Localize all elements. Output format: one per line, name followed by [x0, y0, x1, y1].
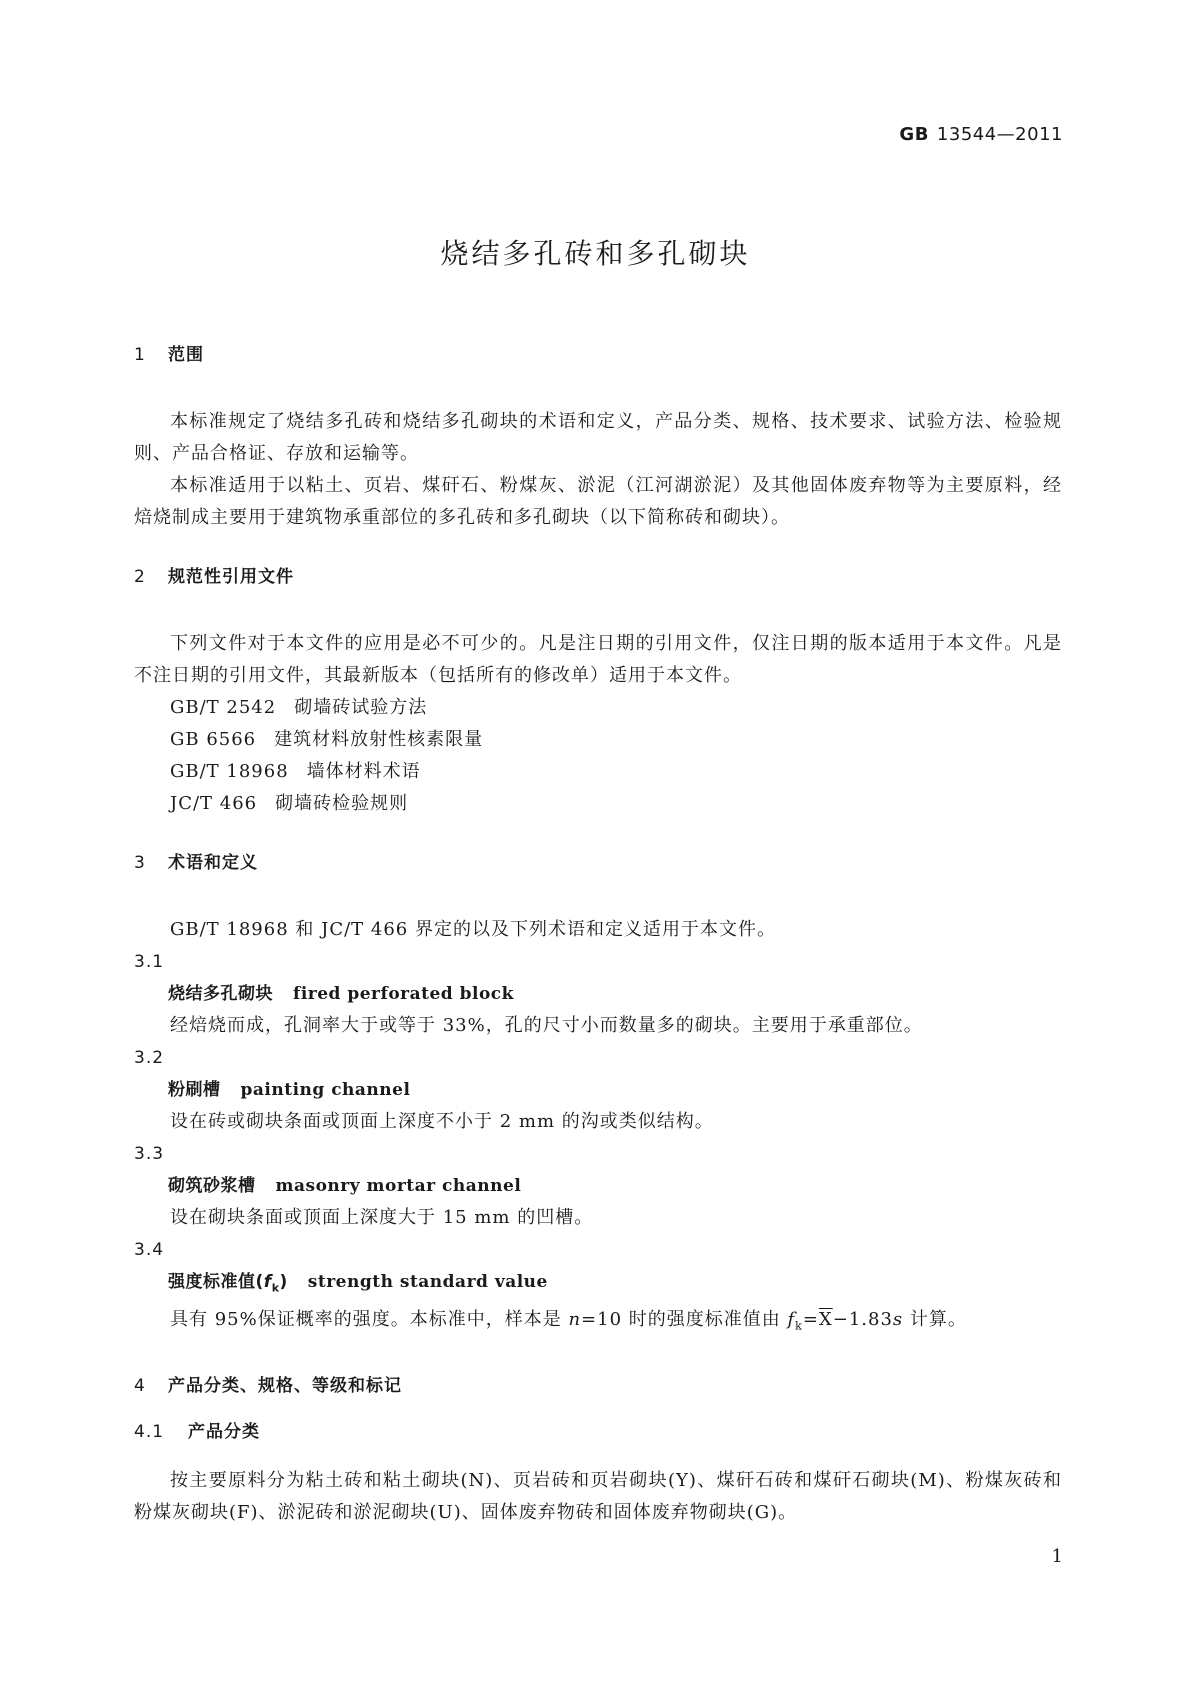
term-definition: 经焙烧而成，孔洞率大于或等于 33%，孔的尺寸小而数量多的砌块。主要用于承重部位。	[170, 1015, 923, 1036]
reference-item	[134, 788, 1062, 820]
term-heading: 强度标准值$(f_k)$ strength standard value	[168, 1272, 548, 1295]
reference-name: 墙体材料术语	[306, 761, 421, 782]
term-chinese: 强度标准值	[168, 1272, 256, 1292]
section-number: 4	[134, 1375, 146, 1396]
definition-text: 具有 95%保证概率的强度。本标准中，样本是	[170, 1309, 569, 1331]
term-english: strength standard value	[307, 1272, 548, 1292]
symbol-subscript: k	[271, 1281, 280, 1295]
variable-f: f	[787, 1309, 796, 1331]
scope-paragraph-2: 本标准适用于以粘土、页岩、煤矸石、粉煤灰、淤泥（江河湖淤泥）及其他固体废弃物等为主要原料，经焙烧制成主要用于建筑物承重部位的多孔砖和多孔砌块（以下简称砖和砌块）。	[134, 475, 1062, 528]
term-definition: 设在砌块条面或顶面上深度大于 15 mm 的凹槽。	[170, 1207, 594, 1228]
definition-text: −1.83	[832, 1309, 893, 1331]
standard-number: 13544—2011	[936, 124, 1063, 145]
terms-intro-paragraph: GB/T 18968 和 JC/T 466 界定的以及下列术语和定义适用于本文件。	[170, 919, 776, 940]
standard-prefix: GB	[899, 124, 929, 145]
term-number: 3.4	[134, 1240, 165, 1260]
term-definition	[134, 1304, 1062, 1343]
section-number: 2	[134, 567, 146, 587]
definition-text: 计算。	[903, 1309, 967, 1331]
reference-item	[134, 724, 1062, 756]
section-1-heading	[134, 342, 1062, 368]
symbol-f: f	[263, 1272, 272, 1292]
reference-item	[134, 756, 1062, 788]
term-heading	[134, 1170, 1062, 1202]
term-heading	[134, 978, 1062, 1010]
reference-name: 砌墙砖检验规则	[275, 793, 409, 814]
term-chinese: 烧结多孔砌块	[168, 984, 273, 1004]
reference-name: 建筑材料放射性核素限量	[274, 729, 484, 750]
section-number: 1	[134, 345, 146, 365]
reference-code: GB 6566	[170, 729, 257, 750]
classification-paragraph: 按主要原料分为粘土砖和粘土砌块(N)、页岩砖和页岩砌块(Y)、煤矸石砖和煤矸石砌块(M)、粉煤灰砖和粉煤灰砌块(F)、淤泥砖和淤泥砌块(U)、固体废弃物砖和固体废弃物砌块(G)。	[134, 1469, 1062, 1523]
equals-sign: =	[802, 1309, 819, 1331]
term-chinese: 粉刷槽	[168, 1080, 221, 1100]
term-number: 3.2	[134, 1048, 165, 1068]
reference-item	[134, 692, 1062, 724]
section-title: 规范性引用文件	[168, 567, 294, 587]
term-number: 3.1	[134, 952, 165, 972]
term-heading	[134, 1074, 1062, 1106]
section-title: 范围	[168, 345, 204, 365]
reference-code: JC/T 466	[170, 793, 258, 814]
document-title: 烧结多孔砖和多孔砌块	[440, 237, 751, 270]
reference-code: GB/T 2542	[170, 697, 277, 718]
subsection-4-1-heading	[134, 1419, 1062, 1445]
references-intro-paragraph: 下列文件对于本文件的应用是必不可少的。凡是注日期的引用文件，仅注日期的版本适用于本文件。凡是不注日期的引用文件，其最新版本（包括所有的修改单）适用于本文件。	[134, 633, 1062, 686]
section-title: 产品分类、规格、等级和标记	[168, 1375, 402, 1396]
definition-text: =10 时的强度标准值由	[581, 1309, 788, 1331]
reference-code: GB/T 18968	[170, 761, 289, 782]
section-number: 3	[134, 853, 146, 873]
term-english: masonry mortar channel	[275, 1176, 522, 1196]
section-2-heading	[134, 564, 1062, 590]
variable-subscript: k	[795, 1319, 803, 1333]
term-number: 3.3	[134, 1144, 165, 1164]
section-title: 术语和定义	[168, 853, 258, 873]
term-chinese: 砌筑砂浆槽	[168, 1176, 256, 1196]
document-body	[134, 342, 1062, 1529]
subsection-title: 产品分类	[188, 1421, 260, 1442]
scope-paragraph-1: 本标准规定了烧结多孔砖和烧结多孔砌块的术语和定义，产品分类、规格、技术要求、试验方法、检验规则、产品合格证、存放和运输等。	[134, 411, 1062, 464]
variable-n: n	[568, 1309, 582, 1331]
subsection-number: 4.1	[134, 1421, 165, 1442]
variable-s: s	[892, 1309, 904, 1331]
section-4-heading	[134, 1373, 1062, 1399]
term-english: fired perforated block	[293, 984, 514, 1004]
standard-code	[899, 124, 1063, 145]
page-number: 1	[1051, 1546, 1063, 1567]
term-english: painting channel	[240, 1080, 411, 1100]
term-definition: 设在砖或砌块条面或顶面上深度不小于 2 mm 的沟或类似结构。	[170, 1111, 714, 1132]
reference-name: 砌墙砖试验方法	[294, 697, 428, 718]
variable-x-bar: $\overline{X}$	[818, 1309, 833, 1331]
section-3-heading	[134, 850, 1062, 876]
